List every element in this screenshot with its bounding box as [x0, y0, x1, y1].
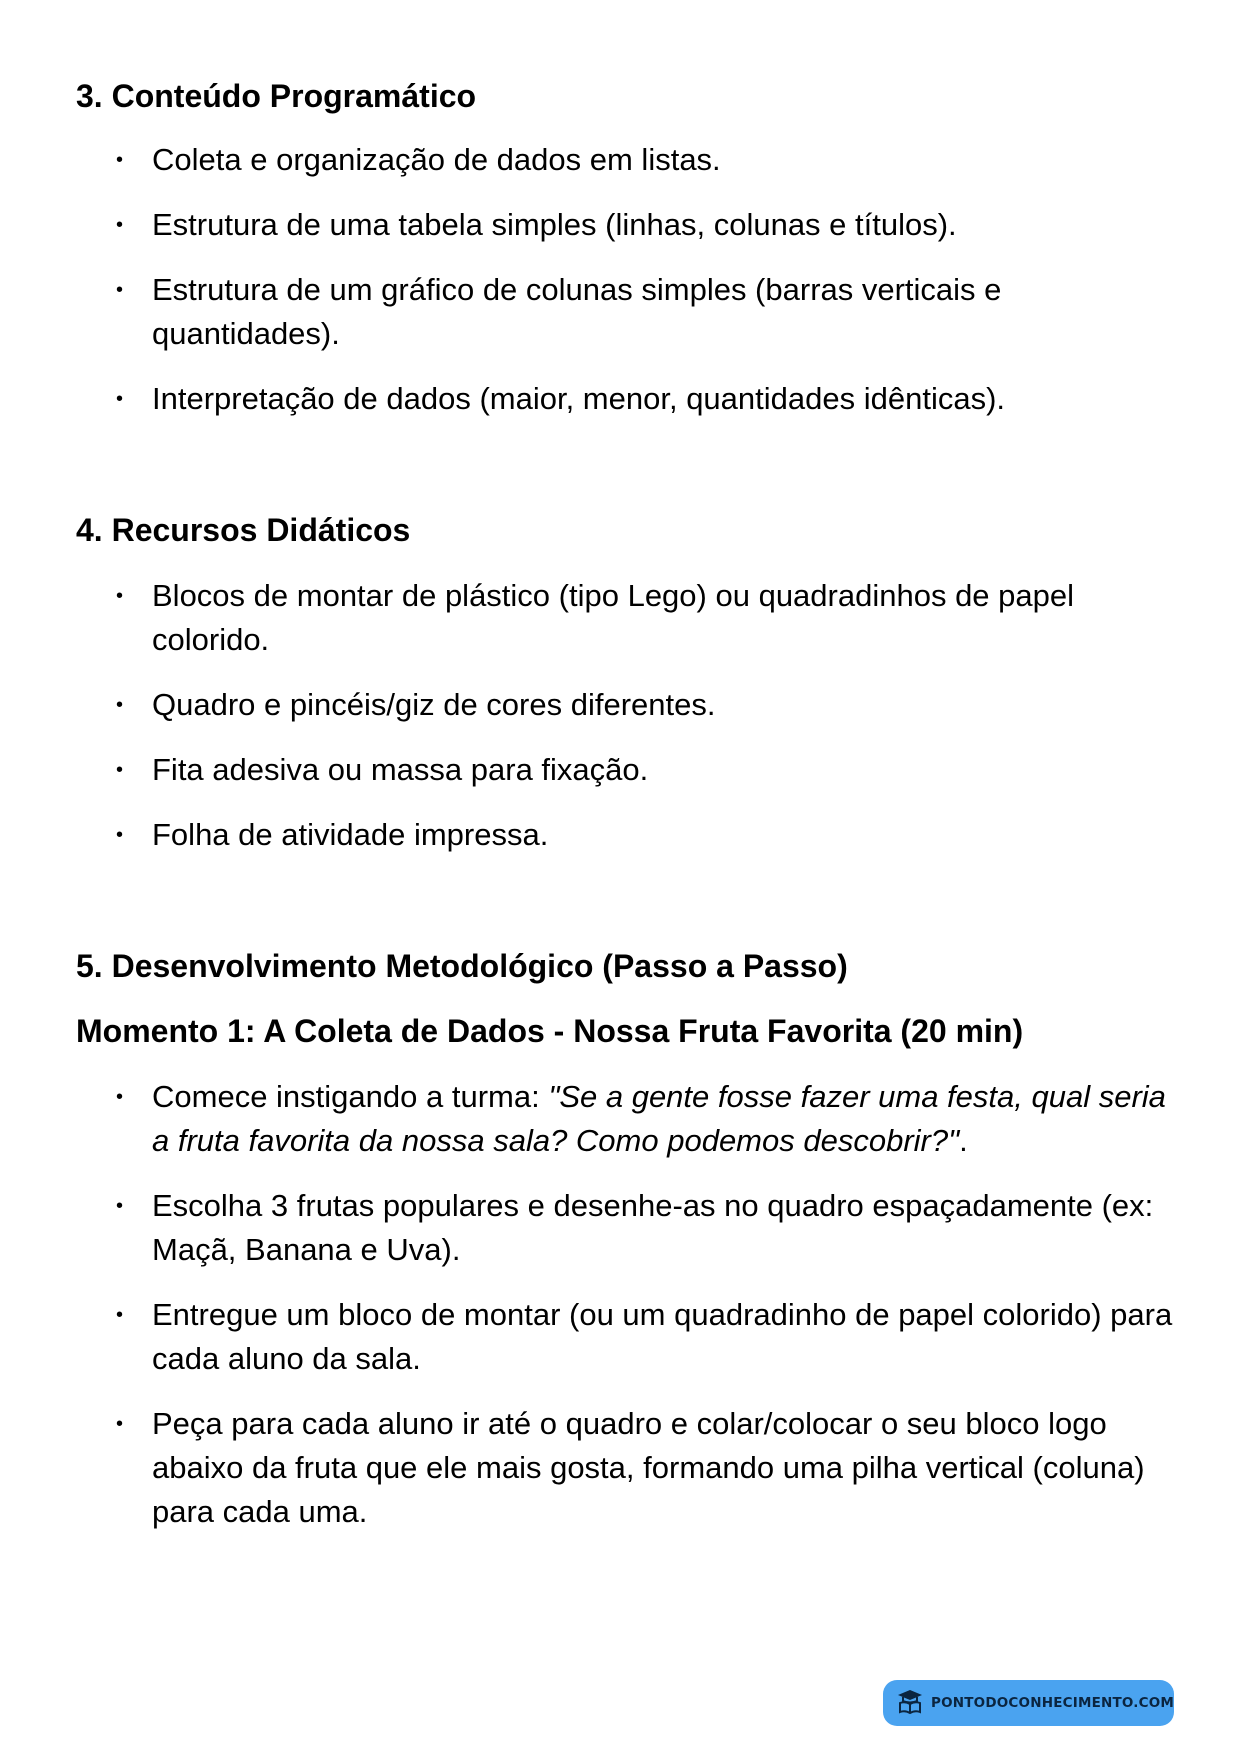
- bullet-icon: •: [116, 1304, 124, 1326]
- graduation-book-icon: [895, 1686, 925, 1721]
- bullet-icon: •: [116, 824, 124, 846]
- bullet-icon: •: [116, 388, 124, 410]
- list-item: • Coleta e organização de dados em listas.: [152, 138, 1182, 182]
- bullet-icon: •: [116, 149, 124, 171]
- section-heading-recursos: 4. Recursos Didáticos: [76, 512, 411, 548]
- bullet-icon: •: [116, 1086, 124, 1108]
- list-item: • Comece instigando a turma: "Se a gente fosse fazer uma festa, qual seria a fruta favorita da nossa sala? Como podemos descobrir?".: [152, 1075, 1182, 1163]
- quote-text: "Se a gente fosse fazer uma festa, qual seria a fruta favorita da nossa sala? Como podemos descobrir?": [152, 1079, 1166, 1158]
- bullet-icon: •: [116, 585, 124, 607]
- list-item: • Folha de atividade impressa.: [152, 813, 1182, 857]
- list-item: • Interpretação de dados (maior, menor, quantidades idênticas).: [152, 377, 1182, 421]
- list-item: • Estrutura de um gráfico de colunas simples (barras verticais e quantidades).: [152, 268, 1182, 356]
- list-item: • Escolha 3 frutas populares e desenhe-as no quadro espaçadamente (ex: Maçã, Banana e Uva).: [152, 1184, 1182, 1272]
- list-item: • Blocos de montar de plástico (tipo Lego) ou quadradinhos de papel colorido.: [152, 574, 1182, 662]
- list-item: • Fita adesiva ou massa para fixação.: [152, 748, 1182, 792]
- section-heading-desenvolvimento: 5. Desenvolvimento Metodológico (Passo a Passo): [76, 948, 848, 984]
- bullet-icon: •: [116, 759, 124, 781]
- bullet-icon: •: [116, 1195, 124, 1217]
- brand-name: PONTODOCONHECIMENTO.COM: [931, 1695, 1175, 1711]
- subsection-heading-momento-1: Momento 1: A Coleta de Dados - Nossa Fruta Favorita (20 min): [76, 1013, 1024, 1049]
- list-item: • Entregue um bloco de montar (ou um quadradinho de papel colorido) para cada aluno da sala.: [152, 1293, 1182, 1381]
- list-item: • Peça para cada aluno ir até o quadro e colar/colocar o seu bloco logo abaixo da fruta que ele mais gosta, formando uma pilha vertical (coluna) para cada uma.: [152, 1402, 1182, 1534]
- list-item: • Quadro e pincéis/giz de cores diferentes.: [152, 683, 1182, 727]
- list-item: • Estrutura de uma tabela simples (linhas, colunas e títulos).: [152, 203, 1182, 247]
- section-heading-conteudo: 3. Conteúdo Programático: [76, 78, 477, 114]
- bullet-icon: •: [116, 1413, 124, 1435]
- bullet-icon: •: [116, 694, 124, 716]
- site-brand-badge[interactable]: [883, 1680, 1174, 1726]
- bullet-icon: •: [116, 279, 124, 301]
- bullet-icon: •: [116, 214, 124, 236]
